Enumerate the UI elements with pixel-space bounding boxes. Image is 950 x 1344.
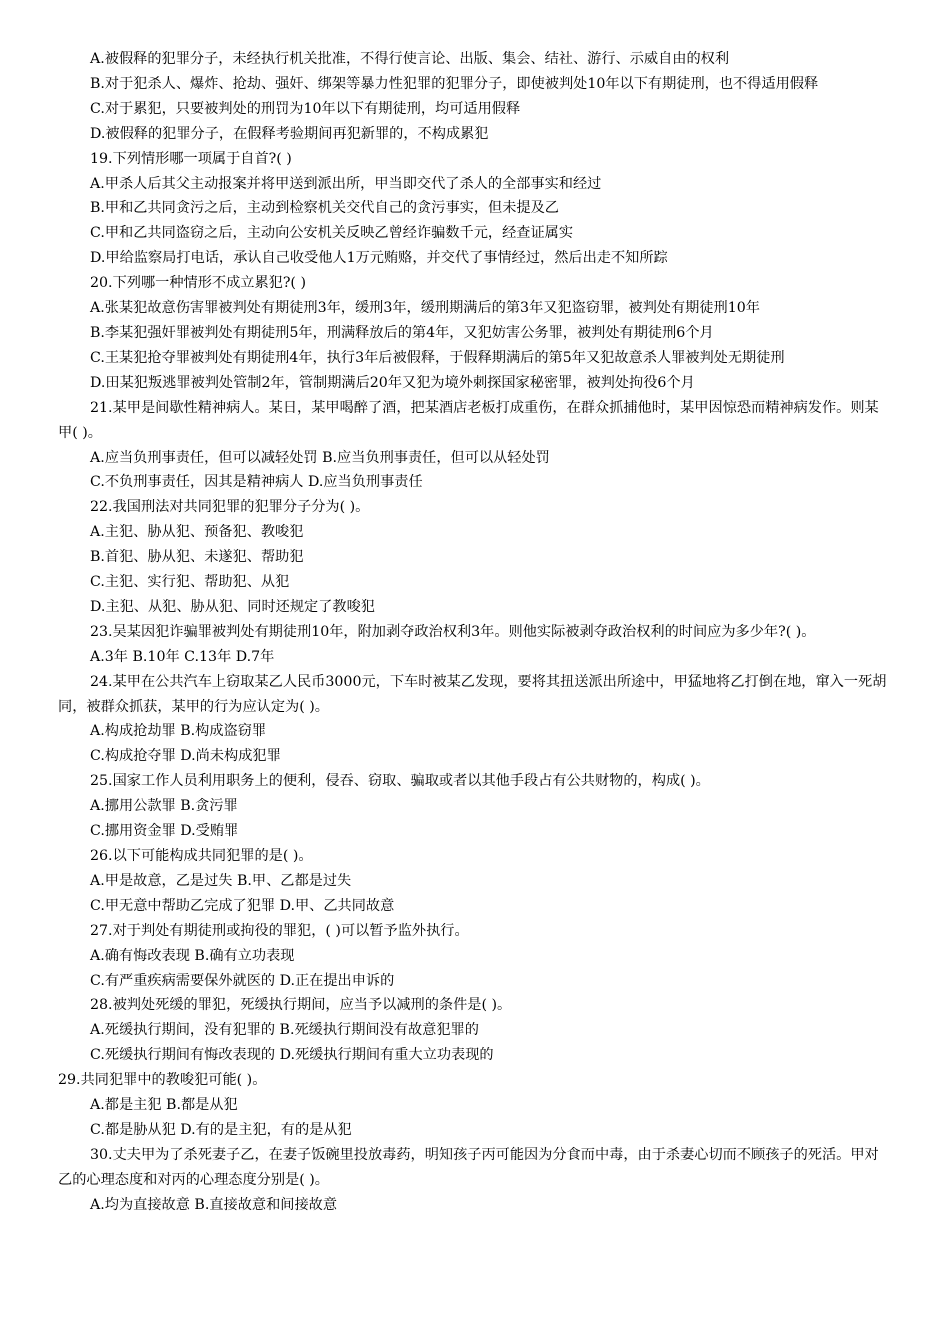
q29-options-ab: A.都是主犯 B.都是从犯: [90, 1097, 238, 1114]
q25-options-cd: C.挪用资金罪 D.受贿罪: [90, 823, 239, 840]
option-a-parole-rights: A.被假释的犯罪分子，未经执行机关批准，不得行使言论、出版、集会、结社、游行、示威自由的权利: [90, 51, 730, 67]
q28-options-ab: A.死缓执行期间，没有犯罪的 B.死缓执行期间没有故意犯罪的: [90, 1022, 479, 1039]
q20-option-d: D.田某犯叛逃罪被判处管制2年，管制期满后20年又犯为境外刺探国家秘密罪，被判处拘役6个月: [90, 374, 695, 391]
question-28: 28.被判处死缓的罪犯，死缓执行期间，应当予以减刑的条件是( )。: [90, 997, 512, 1014]
q29-options-cd: C.都是胁从犯 D.有的是主犯，有的是从犯: [90, 1121, 352, 1138]
q27-options-ab: A.确有悔改表现 B.确有立功表现: [90, 947, 295, 964]
q20-option-c: C.王某犯抢夺罪被判处有期徒刑4年，执行3年后被假释，于假释期满后的第5年又犯故意杀人罪被判处无期徒刑: [90, 349, 785, 366]
q19-option-a: A.甲杀人后其父主动报案并将甲送到派出所，甲当即交代了杀人的全部事实和经过: [90, 175, 602, 192]
q28-options-cd: C.死缓执行期间有悔改表现的 D.死缓执行期间有重大立功表现的: [90, 1047, 494, 1064]
q22-option-d: D.主犯、从犯、胁从犯、同时还规定了教唆犯: [90, 598, 375, 615]
q20-option-b: B.李某犯强奸罪被判处有期徒刑5年，刑满释放后的第4年，又犯妨害公务罪，被判处有期徒刑6个月: [90, 324, 714, 341]
q21-options-cd: C.不负刑事责任，因其是精神病人 D.应当负刑事责任: [90, 474, 423, 491]
q19-option-c: C.甲和乙共同盗窃之后，主动向公安机关反映乙曾经诈骗数千元，经查证属实: [90, 225, 574, 242]
q26-options-ab: A.甲是故意，乙是过失 B.甲、乙都是过失: [90, 872, 352, 889]
question-24: 24.某甲在公共汽车上窃取某乙人民币3000元，下车时被某乙发现，要将其扭送派出所途中，甲猛地将乙打倒在地，窜入一死胡同，被群众抓获，某甲的行为应认定为( )。: [58, 673, 887, 715]
q24-options-ab: A.构成抢劫罪 B.构成盗窃罪: [90, 723, 267, 740]
question-21: 21.某甲是间歇性精神病人。某日，某甲喝醉了酒，把某酒店老板打成重伤，在群众抓捕他时，某甲因惊恐而精神病发作。则某甲( )。: [58, 399, 879, 441]
q25-options-ab: A.挪用公款罪 B.贪污罪: [90, 798, 238, 815]
option-d-parole-new-crime: D.被假释的犯罪分子，在假释考验期间再犯新罪的，不构成累犯: [90, 125, 489, 142]
question-30: 30.丈夫甲为了杀死妻子乙，在妻子饭碗里投放毒药，明知孩子丙可能因为分食而中毒，由于杀妻心切而不顾孩子的死活。甲对乙的心理态度和对丙的心理态度分别是( )。: [58, 1146, 879, 1188]
q30-options-ab: A.均为直接故意 B.直接故意和间接故意: [90, 1196, 338, 1213]
question-26: 26.以下可能构成共同犯罪的是( )。: [90, 848, 313, 864]
q24-options-cd: C.构成抢夺罪 D.尚未构成犯罪: [90, 748, 281, 765]
q27-options-cd: C.有严重疾病需要保外就医的 D.正在提出申诉的: [90, 972, 395, 989]
q19-option-d: D.甲给监察局打电话，承认自己收受他人1万元贿赂，并交代了事情经过，然后出走不知所踪: [90, 250, 668, 267]
q22-option-b: B.首犯、胁从犯、未遂犯、帮助犯: [90, 549, 304, 566]
question-20: 20.下列哪一种情形不成立累犯?( ): [90, 275, 307, 292]
q22-option-a: A.主犯、胁从犯、预备犯、教唆犯: [90, 524, 304, 541]
question-23: 23.吴某因犯诈骗罪被判处有期徒刑10年，附加剥夺政治权利3年。则他实际被剥夺政治权利的时间应为多少年?( )。: [90, 623, 816, 640]
option-c-recidivist: C.对于累犯，只要被判处的刑罚为10年以下有期徒刑，均可适用假释: [90, 100, 521, 117]
question-27: 27.对于判处有期徒刑或拘役的罪犯，( )可以暂予监外执行。: [90, 922, 469, 939]
question-22: 22.我国刑法对共同犯罪的犯罪分子分为( )。: [90, 499, 370, 516]
q19-option-b: B.甲和乙共同贪污之后，主动到检察机关交代自己的贪污事实，但未提及乙: [90, 200, 559, 217]
document-body: [58, 47, 892, 1218]
q26-options-cd: C.甲无意中帮助乙完成了犯罪 D.甲、乙共同故意: [90, 897, 395, 914]
q22-option-c: C.主犯、实行犯、帮助犯、从犯: [90, 574, 290, 591]
q20-option-a: A.张某犯故意伤害罪被判处有期徒刑3年，缓刑3年，缓刑期满后的第3年又犯盗窃罪，被判处有期徒刑10年: [90, 300, 760, 317]
question-19: 19.下列情形哪一项属于自首?( ): [90, 150, 292, 167]
q23-options: A.3年 B.10年 C.13年 D.7年: [90, 648, 275, 665]
q21-options-ab: A.应当负刑事责任，但可以减轻处罚 B.应当负刑事责任，但可以从轻处罚: [90, 449, 550, 466]
option-b-violent-crime: B.对于犯杀人、爆炸、抢劫、强奸、绑架等暴力性犯罪的犯罪分子，即使被判处10年以下有期徒刑，也不得适用假释: [90, 75, 819, 92]
question-29: 29.共同犯罪中的教唆犯可能( )。: [58, 1072, 267, 1089]
question-25: 25.国家工作人员利用职务上的便利，侵吞、窃取、骗取或者以其他手段占有公共财物的，构成( )。: [90, 773, 710, 790]
